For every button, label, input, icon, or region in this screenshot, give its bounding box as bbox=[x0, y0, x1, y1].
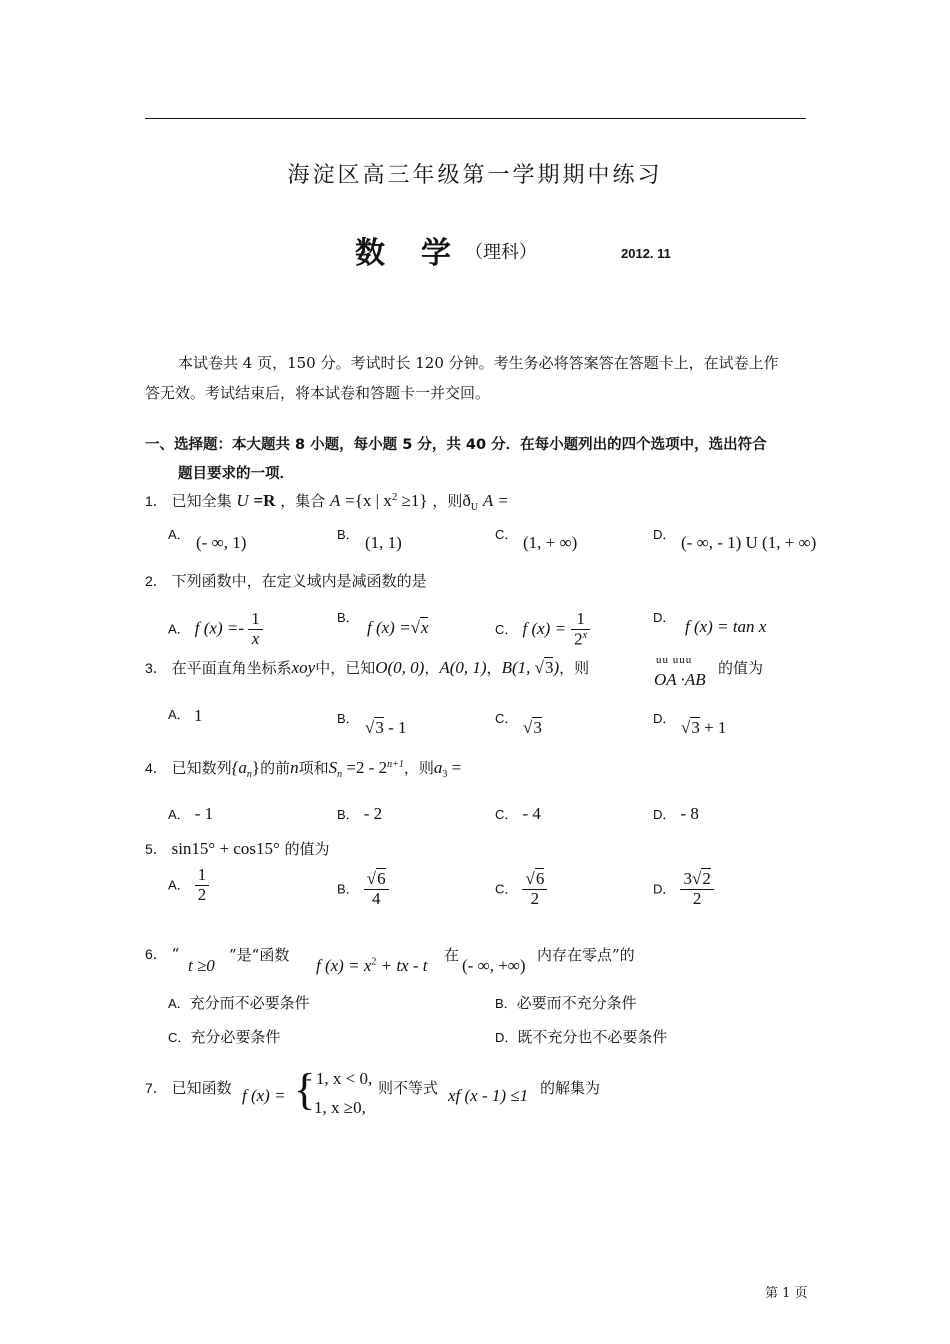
question-5: 5． sin15° + cos15° 的值为 bbox=[145, 839, 330, 858]
q6-option-a: A．充分而不必要条件 bbox=[168, 994, 310, 1012]
q2-option-d: f (x) = tan x bbox=[685, 617, 767, 636]
page-number: 第 1 页 bbox=[765, 1286, 808, 1301]
q3-option-d: √3 + 1 bbox=[681, 718, 727, 737]
question-3: 3． 在平面直角坐标系xoy中，已知O(0, 0)，A(0, 1)，B(1, √3)，则 bbox=[145, 658, 590, 677]
q1-option-b: B． bbox=[337, 527, 359, 542]
q3-option-a-label: A． bbox=[168, 707, 190, 722]
q5-option-c: C． $\frac{√6}{2}$ bbox=[495, 870, 547, 908]
q7-inequality: xf (x - 1) ≤1 bbox=[448, 1086, 529, 1105]
q6-condition: t ≥0 bbox=[188, 956, 215, 975]
q3-option-c-label: C． bbox=[495, 711, 518, 726]
q6-option-c: C．充分必要条件 bbox=[168, 1028, 281, 1046]
q3-option-b-label: B． bbox=[337, 711, 359, 726]
q3-tail: 的值为 bbox=[718, 659, 764, 677]
q6-option-d: D．既不充分也不必要条件 bbox=[495, 1028, 668, 1046]
q4-option-d: D． - 8 bbox=[653, 804, 699, 823]
intro-line-2: 答无效。考试结束后，将本试卷和答题卡一并交回。 bbox=[145, 384, 491, 402]
q2-option-a: A． f (x) =- $\frac{1}{x}$ bbox=[168, 610, 263, 648]
section-heading-line-1: 一、选择题：本大题共 8 小题，每小题 5 分，共 40 分．在每小题列出的四个选项中，选出符合 bbox=[145, 437, 767, 453]
q5-option-b: B． $\frac{√6}{4}$ bbox=[337, 870, 389, 908]
q7-case-1: - 1, x < 0, bbox=[306, 1069, 373, 1088]
q3-option-a: 1 bbox=[194, 706, 203, 725]
q1-option-b-text: (1, 1) bbox=[365, 533, 402, 552]
q1-option-d-text: (- ∞, - 1) U (1, + ∞) bbox=[681, 533, 817, 552]
q5-option-a: A． $\frac{1}{2}$ bbox=[168, 866, 209, 904]
q2-option-c: C． f (x) = $\frac{1}{2^x}$ bbox=[495, 610, 590, 649]
section-heading-line-2: 题目要求的一项． bbox=[178, 466, 294, 482]
q7-function: f (x) = bbox=[242, 1086, 286, 1105]
question-2: 2． 下列函数中，在定义域内是减函数的是 bbox=[145, 572, 427, 590]
q2-option-d-label: D． bbox=[653, 610, 676, 625]
vector-arrow-marks: uu uuu bbox=[656, 654, 693, 666]
question-7: 7． 已知函数 bbox=[145, 1079, 232, 1097]
q6-option-b: B．必要而不充分条件 bbox=[495, 994, 637, 1012]
question-1: 1． 已知全集 U =R ，集合 A ={x | $x^2 \ge 1$} ，则$ð_U$ A = bbox=[145, 491, 509, 513]
q4-option-c: C． - 4 bbox=[495, 804, 541, 823]
q1-option-c-text: (1, + ∞) bbox=[523, 533, 578, 552]
vector-product: OA ·AB bbox=[654, 670, 706, 689]
question-4: 4． 已知数列$\{a_n\}$的前n项和$S_n =2 - 2^{n+1}$，则$a_3$ = bbox=[145, 758, 462, 780]
q4-option-b: B． - 2 bbox=[337, 804, 383, 823]
q6-text-1: ”是“函数 bbox=[229, 946, 290, 964]
subject-title: 数 学 bbox=[355, 236, 451, 271]
q6-interval: (- ∞, +∞) bbox=[462, 956, 526, 975]
q1-option-a: A． bbox=[168, 527, 190, 542]
q7-case-2: 1, x ≥0, bbox=[314, 1098, 366, 1117]
q1-option-c: C． bbox=[495, 527, 518, 542]
q3-option-b: √3 - 1 bbox=[365, 718, 407, 737]
q3-option-c: √3 bbox=[523, 718, 542, 737]
intro-line-1: 本试卷共 4 页，150 分。考试时长 120 分钟。考生务必将答案答在答题卡上，在试卷上作 bbox=[178, 354, 779, 372]
piecewise-brace: { bbox=[294, 1065, 316, 1114]
header-rule bbox=[145, 118, 806, 119]
question-6: 6． “ bbox=[145, 945, 180, 963]
q2-option-b-label: B． bbox=[337, 610, 359, 625]
q1-option-d: D． bbox=[653, 527, 676, 542]
q3-option-d-label: D． bbox=[653, 711, 676, 726]
q4-option-a: A． - 1 bbox=[168, 804, 214, 823]
q6-function: f $(x) = x^2$ + tx - t bbox=[316, 956, 428, 975]
q7-text-3: 的解集为 bbox=[540, 1079, 601, 1097]
q6-text-2: 在 bbox=[444, 946, 460, 964]
subject-track: （理科） bbox=[465, 242, 537, 263]
q7-text-2: 则不等式 bbox=[378, 1079, 439, 1097]
exam-title: 海淀区高三年级第一学期期中练习 bbox=[287, 163, 663, 188]
q2-option-b: f (x) =√x bbox=[367, 618, 429, 637]
q5-option-d: D． $\frac{3√2}{2}$ bbox=[653, 870, 714, 908]
q6-text-3: 内存在零点”的 bbox=[537, 946, 635, 964]
q1-option-a-text: (- ∞, 1) bbox=[196, 533, 247, 552]
exam-date: 2012. 11 bbox=[621, 246, 671, 261]
